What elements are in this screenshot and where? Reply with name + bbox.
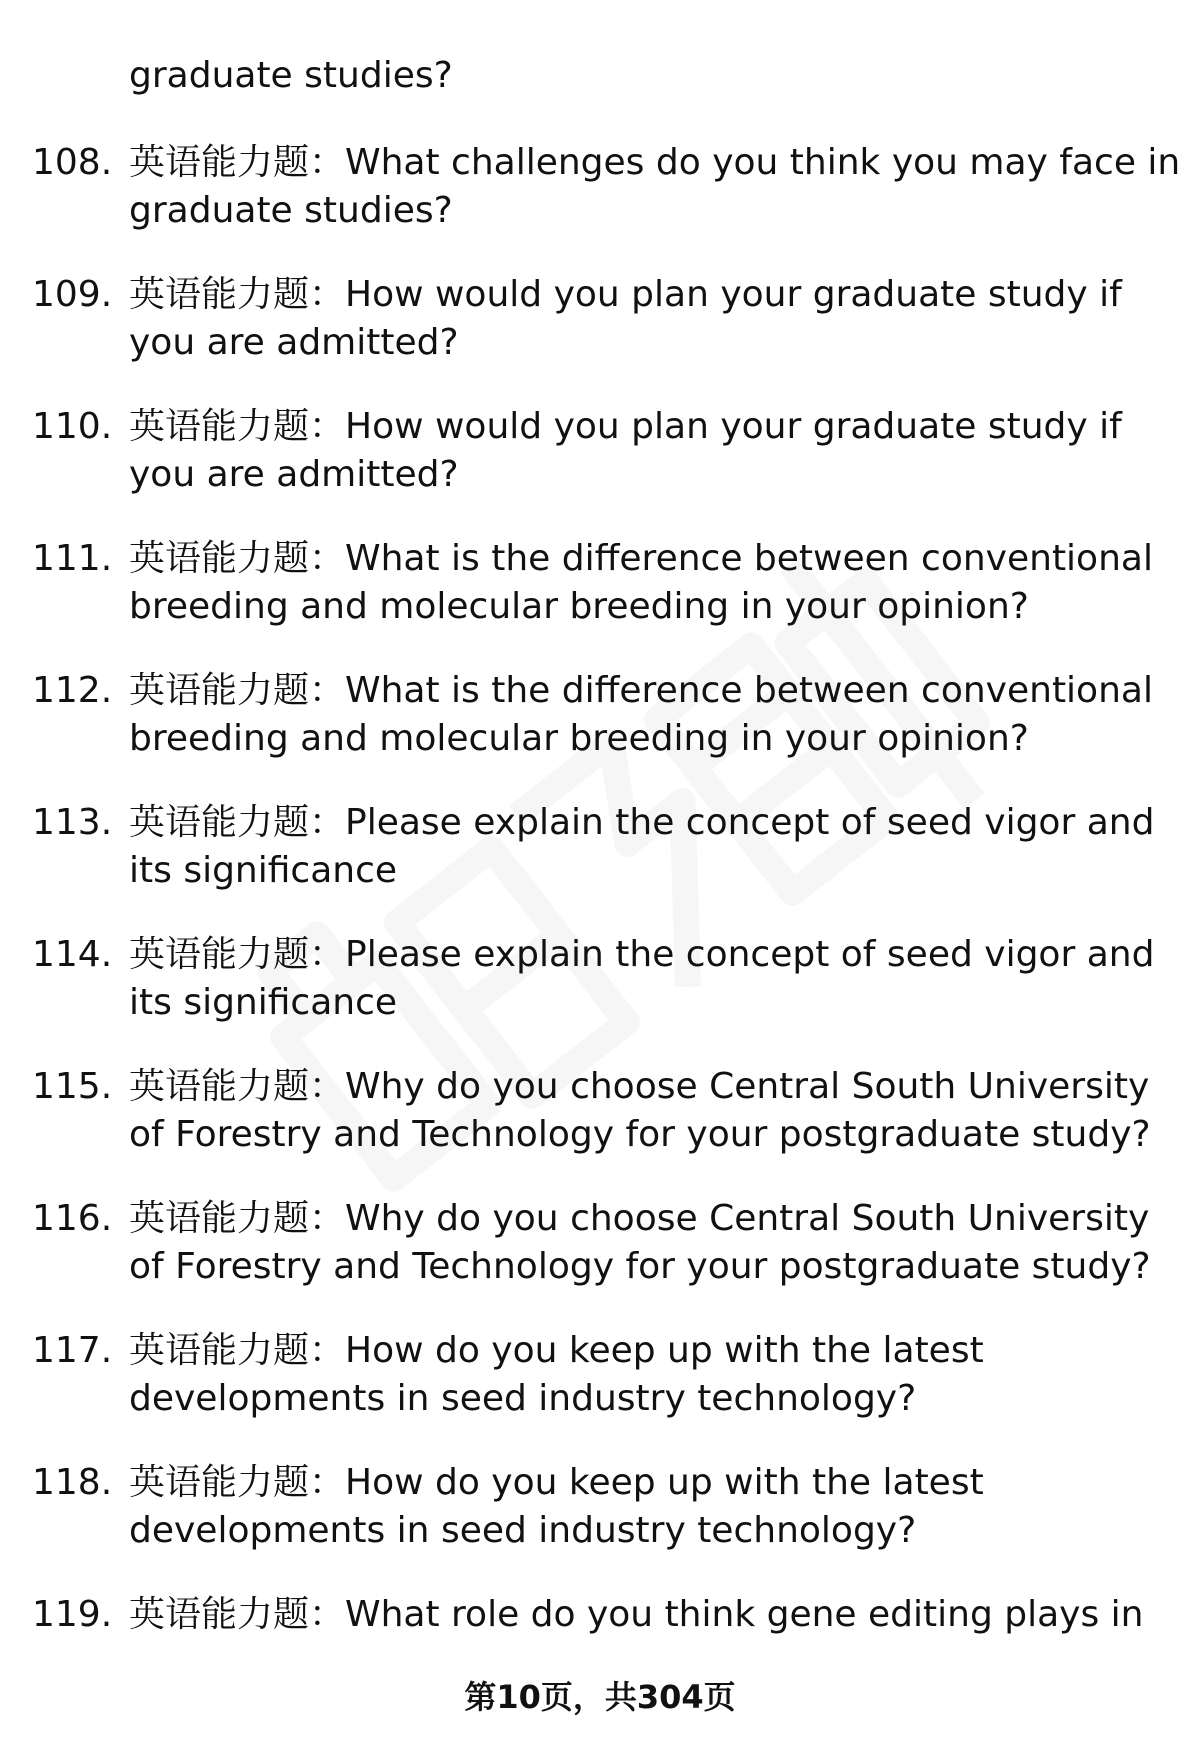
item-line: 英语能力题：How do you keep up with the latest: [129, 1462, 984, 1503]
item-line: breeding and molecular breeding in your opinion?: [129, 586, 1029, 627]
item-line: 英语能力题：How would you plan your graduate study if: [129, 274, 1122, 315]
item-number: 116.: [32, 1198, 113, 1239]
item-line: 英语能力题：What role do you think gene editing plays in: [129, 1594, 1144, 1635]
item-number: 113.: [32, 802, 113, 843]
item-number: 108.: [32, 142, 113, 183]
item-text: [129, 667, 1189, 763]
item-number: 109.: [32, 274, 113, 315]
item-line: 英语能力题：Please explain the concept of seed vigor and: [129, 934, 1155, 975]
item-text: [129, 1591, 1189, 1639]
item-line: of Forestry and Technology for your postgraduate study?: [129, 1246, 1151, 1287]
item-text: [129, 1195, 1189, 1291]
item-line: breeding and molecular breeding in your opinion?: [129, 718, 1029, 759]
item-line: 英语能力题：How would you plan your graduate study if: [129, 406, 1122, 447]
list-item: [0, 1327, 1200, 1459]
item-text: [129, 139, 1189, 235]
list-item: [0, 535, 1200, 667]
item-line: its significance: [129, 850, 398, 891]
item-text: [129, 403, 1189, 499]
list-item: [0, 799, 1200, 931]
item-number: 117.: [32, 1330, 113, 1371]
item-line: 英语能力题：What is the difference between conventional: [129, 538, 1153, 579]
list-item: [0, 403, 1200, 535]
item-text: [129, 535, 1189, 631]
list-item: [0, 1063, 1200, 1195]
item-number: 111.: [32, 538, 113, 579]
item-line: you are admitted?: [129, 454, 459, 495]
item-line: 英语能力题：Please explain the concept of seed vigor and: [129, 802, 1155, 843]
item-line: you are admitted?: [129, 322, 459, 363]
item-line: graduate studies?: [129, 190, 453, 231]
question-list: [0, 139, 1200, 1723]
item-text: [129, 271, 1189, 367]
item-number: 119.: [32, 1594, 113, 1635]
item-number: 115.: [32, 1066, 113, 1107]
item-text: [129, 931, 1189, 1027]
item-text: [129, 1327, 1189, 1423]
item-text: [129, 799, 1189, 895]
item-number: 112.: [32, 670, 113, 711]
item-line: 英语能力题：How do you keep up with the latest: [129, 1330, 984, 1371]
item-line: its significance: [129, 982, 398, 1023]
item-line: 英语能力题：Why do you choose Central South University: [129, 1198, 1150, 1239]
item-number: 114.: [32, 934, 113, 975]
page-footer: 第10页，共304页: [464, 1678, 736, 1716]
list-item: [0, 271, 1200, 403]
list-item: [0, 667, 1200, 799]
item-line: developments in seed industry technology?: [129, 1378, 917, 1419]
item-line: developments in seed industry technology?: [129, 1510, 917, 1551]
item-number: 110.: [32, 406, 113, 447]
list-item: [0, 931, 1200, 1063]
continuation-line: graduate studies?: [129, 55, 453, 96]
item-number: 118.: [32, 1462, 113, 1503]
item-text: [129, 1063, 1189, 1159]
item-line: 英语能力题：Why do you choose Central South University: [129, 1066, 1150, 1107]
list-item: [0, 139, 1200, 271]
item-line: 英语能力题：What challenges do you think you may face in: [129, 142, 1181, 183]
item-line: of Forestry and Technology for your postgraduate study?: [129, 1114, 1151, 1155]
item-line: 英语能力题：What is the difference between conventional: [129, 670, 1153, 711]
list-item: [0, 1459, 1200, 1591]
item-text: [129, 1459, 1189, 1555]
list-item: [0, 1195, 1200, 1327]
